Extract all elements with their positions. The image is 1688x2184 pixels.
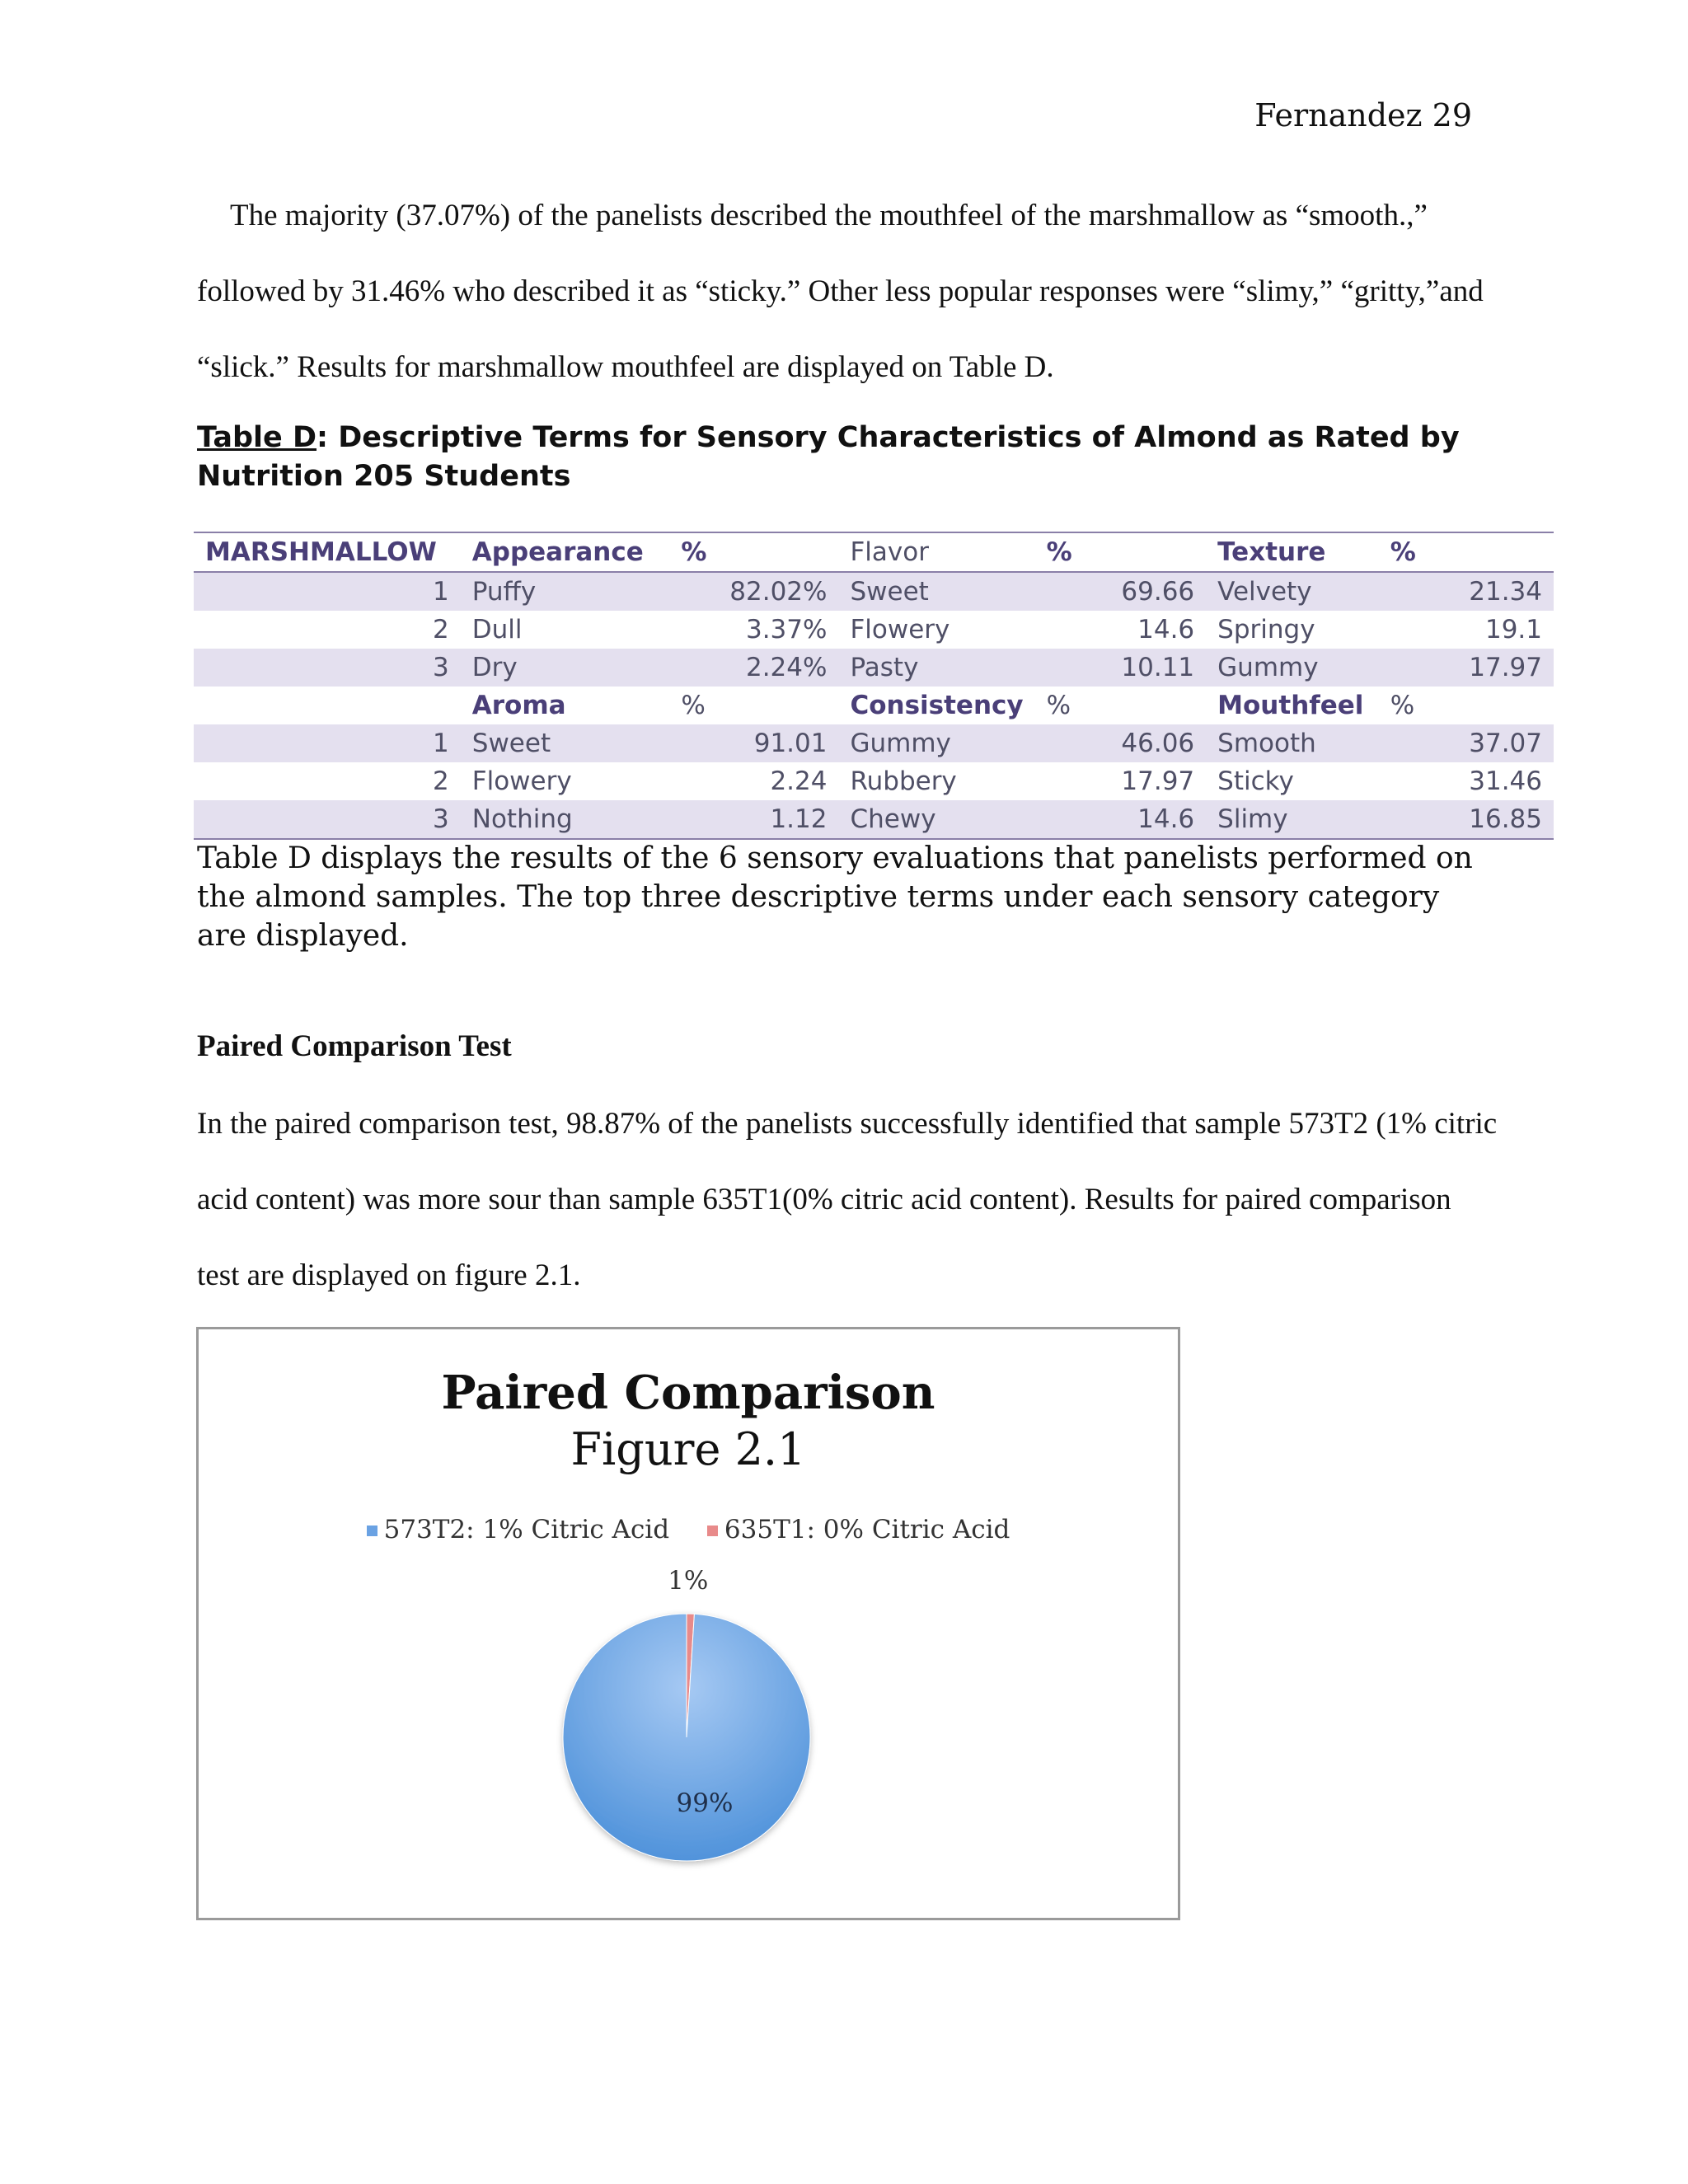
table-cell: Puffy bbox=[461, 572, 670, 611]
table-cell: Gummy bbox=[1206, 649, 1379, 687]
table-cell: Flowery bbox=[850, 615, 950, 644]
table-cell bbox=[194, 687, 461, 724]
table-cell: Smooth bbox=[1206, 724, 1379, 762]
table-cell: 2.24% bbox=[669, 649, 838, 687]
table-header-cell: Mouthfeel bbox=[1217, 691, 1364, 720]
table-cell: 17.97 bbox=[1121, 766, 1195, 796]
table-cell: 3.37% bbox=[745, 615, 828, 644]
table-cell: Sweet bbox=[461, 724, 670, 762]
table-header-cell: % bbox=[1390, 691, 1415, 720]
table-cell: 91.01 bbox=[669, 724, 838, 762]
pie-chart bbox=[199, 1329, 1178, 1918]
table-header-row bbox=[194, 532, 1554, 572]
table-header-cell: Aroma bbox=[471, 691, 566, 720]
table-title-label: Table D bbox=[197, 421, 317, 454]
table-cell: 82.02% bbox=[669, 572, 838, 611]
table-cell: Pasty bbox=[838, 649, 1034, 687]
table-cell: Nothing bbox=[461, 800, 670, 839]
table-cell: Gummy bbox=[838, 724, 1034, 762]
table-title-text: : Descriptive Terms for Sensory Characteristics of Almond as Rated by Nutrition 205 Students bbox=[197, 421, 1460, 493]
table-cell: 1 bbox=[194, 724, 461, 762]
table-cell: 3 bbox=[194, 800, 461, 839]
table-cell: 69.66 bbox=[1035, 572, 1207, 611]
table-cell: Velvety bbox=[1206, 572, 1379, 611]
table-row bbox=[194, 800, 1554, 839]
table-header-cell: Flavor bbox=[838, 532, 1034, 572]
table-cell: Rubbery bbox=[850, 766, 957, 796]
table-header-cell: Consistency bbox=[850, 691, 1024, 720]
table-cell: Chewy bbox=[838, 800, 1034, 839]
table-cell: Springy bbox=[1217, 615, 1315, 644]
table-cell: 21.34 bbox=[1379, 572, 1554, 611]
table-cell: Sticky bbox=[1217, 766, 1294, 796]
table-header-cell: Texture bbox=[1206, 532, 1379, 572]
paragraph-mouthfeel: The majority (37.07%) of the panelists described the mouthfeel of the marshmallow as “smooth.,” followed by 31.46% who described it as “sticky.” Other less popular responses were “slimy,” “gritty,”and “slick.” Results for marshmallow mouthfeel are displayed on Table D. bbox=[197, 199, 1484, 384]
table-header-cell: % bbox=[669, 532, 838, 572]
table-header-cell: % bbox=[1046, 691, 1071, 720]
table-header-cell: Appearance bbox=[461, 532, 670, 572]
table-header-cell: % bbox=[681, 691, 706, 720]
chart-title: Paired Comparison bbox=[441, 1366, 935, 1420]
table-cell: 2 bbox=[433, 766, 449, 796]
table-cell: 2 bbox=[433, 615, 449, 644]
table-cell: 10.11 bbox=[1035, 649, 1207, 687]
table-cell: 14.6 bbox=[1035, 800, 1207, 839]
table-cell: 1 bbox=[194, 572, 461, 611]
chart-subtitle: Figure 2.1 bbox=[570, 1423, 806, 1475]
table-title bbox=[197, 419, 1483, 496]
page-header: Fernandez 29 bbox=[1254, 97, 1472, 134]
table-header-cell: % bbox=[1379, 532, 1554, 572]
descriptive-terms-table bbox=[194, 532, 1554, 840]
table-corner: MARSHMALLOW bbox=[194, 532, 461, 572]
table-row bbox=[194, 762, 1554, 800]
table-row bbox=[194, 649, 1554, 687]
table-cell: 14.6 bbox=[1137, 615, 1195, 644]
table-row bbox=[194, 611, 1554, 649]
table-cell: Dull bbox=[471, 615, 523, 644]
table-cell: 37.07 bbox=[1379, 724, 1554, 762]
legend-label: 573T2: 1% Citric Acid bbox=[383, 1515, 670, 1544]
paired-comparison-chart bbox=[196, 1327, 1180, 1920]
table-cell: Dry bbox=[461, 649, 670, 687]
table-cell: 17.97 bbox=[1379, 649, 1554, 687]
table-cell: 31.46 bbox=[1469, 766, 1542, 796]
table-subheader-row bbox=[194, 687, 1554, 724]
table-cell: Flowery bbox=[471, 766, 572, 796]
table-cell: 46.06 bbox=[1035, 724, 1207, 762]
pie-data-label: 99% bbox=[676, 1788, 734, 1818]
table-cell: 3 bbox=[194, 649, 461, 687]
table-caption: Table D displays the results of the 6 sensory evaluations that panelists performed on the almond samples. The top three descriptive terms under each sensory category are displayed. bbox=[197, 841, 1473, 953]
pie-slices bbox=[563, 1614, 810, 1861]
section-heading: Paired Comparison Test bbox=[197, 1029, 512, 1063]
table-cell: 2.24 bbox=[770, 766, 828, 796]
pie-slice-573t2 bbox=[563, 1614, 810, 1861]
legend-label: 635T1: 0% Citric Acid bbox=[724, 1515, 1010, 1544]
table-cell: Slimy bbox=[1206, 800, 1379, 839]
pie-data-label: 1% bbox=[668, 1566, 709, 1596]
table-row bbox=[194, 572, 1554, 611]
table-cell: Sweet bbox=[838, 572, 1034, 611]
table-cell: 1.12 bbox=[669, 800, 838, 839]
paragraph-paired-comparison: In the paired comparison test, 98.87% of the panelists successfully identified that sample 573T2 (1% citric acid content) was more sour than sample 635T1(0% citric acid content). Results for paired comparison test are displayed on figure 2.1. bbox=[197, 1107, 1498, 1292]
table-header-cell: % bbox=[1035, 532, 1207, 572]
table-cell: 16.85 bbox=[1379, 800, 1554, 839]
table-row bbox=[194, 724, 1554, 762]
table-cell: 19.1 bbox=[1484, 615, 1542, 644]
